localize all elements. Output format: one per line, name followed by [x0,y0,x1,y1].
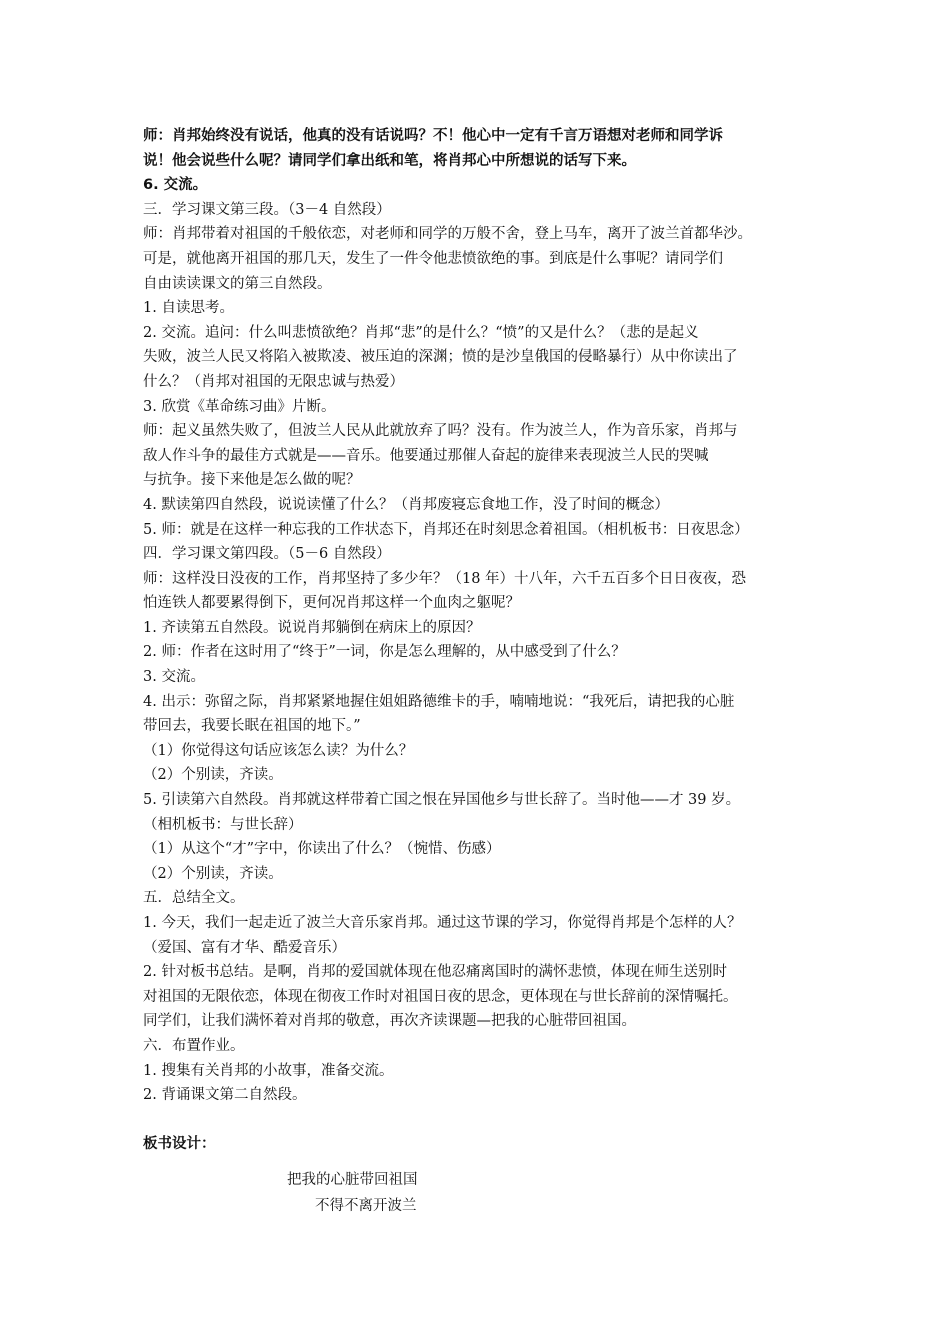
list-item: （2）个别读，齐读。 [143,865,283,882]
list-item: 3. 交流。 [143,669,205,686]
paragraph-line: 与抗争。接下来他是怎么做的呢？ [143,472,361,489]
paragraph-line: 说！他会说些什么呢？请同学们拿出纸和笔，将肖邦心中所想说的话写下来。 [143,152,636,169]
list-item: 4. 默读第四自然段，说说读懂了什么？（肖邦废寝忘食地工作，没了时间的概念） [143,496,669,513]
paragraph-line: 对祖国的无限依恋，体现在彻夜工作时对祖国日夜的思念，更体现在与世长辞前的深情嘱托。 [143,988,738,1005]
list-item: 2. 交流。追问：什么叫悲愤欲绝？肖邦“悲”的是什么？“愤”的又是什么？（悲的是起义 [143,324,699,341]
board-line: 不得不离开波兰 [315,1198,417,1214]
list-item: 4. 出示：弥留之际，肖邦紧紧地握住姐姐路德维卡的手，喃喃地说：“我死后，请把我的心脏 [143,693,735,710]
paragraph-line: 带回去，我要长眠在祖国的地下。” [143,718,361,735]
list-item: 1. 自读思考。 [143,300,234,317]
list-item: 3. 欣赏《革命练习曲》片断。 [143,398,336,415]
section-heading: 三．学习课文第三段。（3－4 自然段） [143,201,391,218]
paragraph-line: 自由读读课文的第三自然段。 [143,275,332,292]
list-item: 2. 针对板书总结。是啊，肖邦的爱国就体现在他忍痛离国时的满怀悲愤，体现在师生送别时 [143,964,727,981]
paragraph-line: 6. 交流。 [143,177,208,194]
list-item: （1）从这个“才”字中，你读出了什么？（惋惜、伤感） [143,841,501,858]
paragraph-line: 敌人作斗争的最佳方式就是——音乐。他要通过那催人奋起的旋律来表现波兰人民的哭喊 [143,447,709,464]
document-body [143,124,828,1157]
list-item: 2. 背诵课文第二自然段。 [143,1087,307,1104]
board-title: 把我的心脏带回祖国 [287,1172,418,1188]
paragraph-line: 同学们，让我们满怀着对肖邦的敬意，再次齐读课题—把我的心脏带回祖国。 [143,1013,636,1030]
paragraph-line: 什么？（肖邦对祖国的无限忠诚与热爱） [143,373,404,390]
paragraph-line: 怕连铁人都要累得倒下，更何况肖邦这样一个血肉之躯呢？ [143,595,520,612]
paragraph-line: 可是，就他离开祖国的那几天，发生了一件令他悲愤欲绝的事。到底是什么事呢？请同学们 [143,250,723,267]
list-item: （1）你觉得这句话应该怎么读？为什么？ [143,742,414,759]
list-item: 1. 齐读第五自然段。说说肖邦躺倒在病床上的原因？ [143,619,481,636]
list-item: （2）个别读，齐读。 [143,767,283,784]
section-heading: 四．学习课文第四段。（5－6 自然段） [143,546,391,563]
board-design-heading: 板书设计： [143,1136,216,1153]
list-item: 1. 今天，我们一起走近了波兰大音乐家肖邦。通过这节课的学习，你觉得肖邦是个怎样的人？ [143,915,742,931]
paragraph-line: （爱国、富有才华、酷爱音乐） [143,939,346,956]
section-heading: 五．总结全文。 [143,890,245,907]
paragraph-line: 师：起义虽然失败了，但波兰人民从此就放弃了吗？没有。作为波兰人，作为音乐家，肖邦与 [143,423,738,440]
section-heading: 六．布置作业。 [143,1037,245,1054]
list-item: 5. 师：就是在这样一种忘我的工作状态下，肖邦还在时刻思念着祖国。（相机板书：日夜思念） [143,521,749,538]
paragraph-line: （相机板书：与世长辞） [143,816,303,833]
list-item: 1. 搜集有关肖邦的小故事，准备交流。 [143,1062,394,1079]
paragraph-line: 失败，波兰人民又将陷入被欺凌、被压迫的深渊；愤的是沙皇俄国的侵略暴行）从中你读出了 [143,349,738,366]
paragraph-line: 师：肖邦带着对祖国的千般依恋，对老师和同学的万般不舍，登上马车，离开了波兰首都华沙。 [143,226,752,243]
paragraph-line: 师：肖邦始终没有说话，他真的没有话说吗？不！他心中一定有千言万语想对老师和同学诉 [143,128,723,144]
list-item: 2. 师：作者在这时用了“终于”一词，你是怎么理解的，从中感受到了什么？ [143,644,626,661]
paragraph-line: 师：这样没日没夜的工作，肖邦坚持了多少年？（18 年）十八年，六千五百多个日日夜夜，恐 [143,570,747,587]
list-item: 5. 引读第六自然段。肖邦就这样带着亡国之恨在异国他乡与世长辞了。当时他——才 39 岁。 [143,792,741,809]
